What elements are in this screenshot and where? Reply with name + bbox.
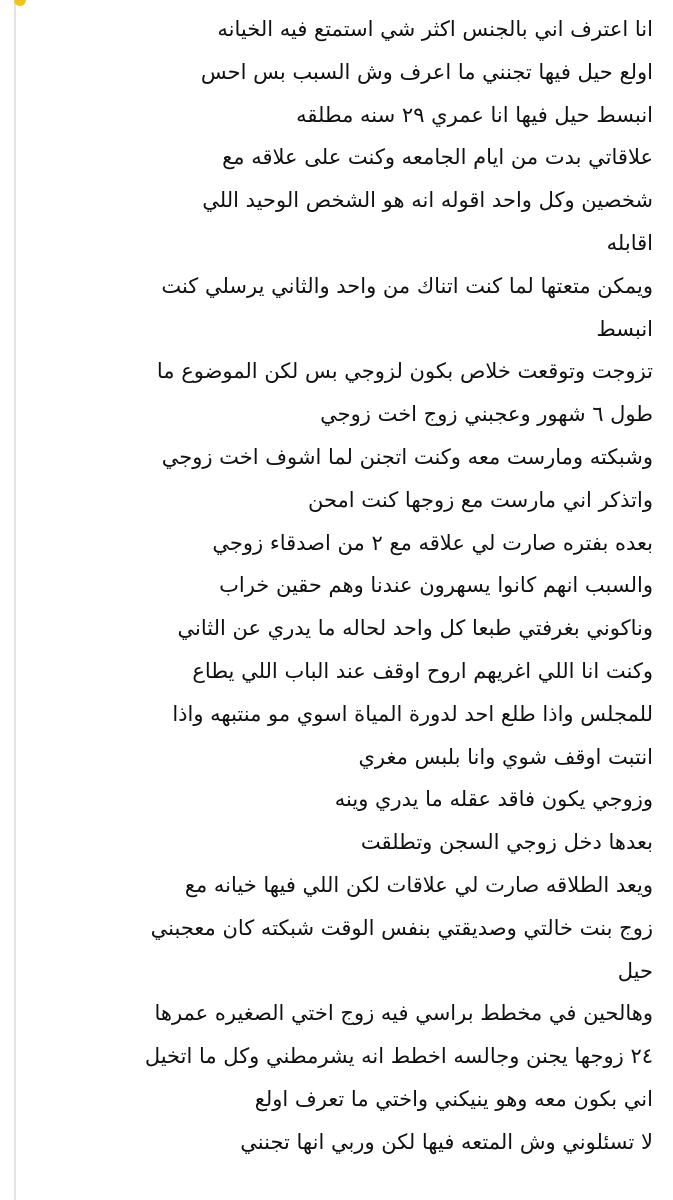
margin-rule (14, 0, 16, 1200)
note-line: اني بكون معه وهو ينيكني واختي ما تعرف اولع (254, 1086, 653, 1111)
note-line: ويمكن متعتها لما كنت اتناك من واحد والثاني يرسلي كنت (161, 273, 653, 298)
note-line: حيل (617, 958, 653, 983)
note-line: اقابله (606, 230, 653, 255)
note-line: وهالحين في مخطط براسي فيه زوج اختي الصغيره عمرها (154, 1001, 653, 1026)
note-body[interactable] (26, 8, 653, 1164)
note-line: علاقاتي بدت من ايام الجامعه وكنت على علاقه مع (222, 145, 653, 170)
note-line: للمجلس واذا طلع احد لدورة المياة اسوي مو منتبهه واذا (172, 701, 653, 726)
note-line: زوج بنت خالتي وصديقتي بنفس الوقت شبكته كان معجبني (150, 915, 653, 940)
note-line: انبسط حيل فيها انا عمري ٢٩ سنه مطلقه (296, 102, 653, 127)
note-line: انا اعترف اني بالجنس اكثر شي استمتع فيه الخيانه (217, 17, 653, 41)
note-line: انبسط (596, 316, 653, 341)
note-line: بعده بفتره صارت لي علاقه مع ٢ من اصدقاء زوجي (212, 530, 653, 555)
note-line: وشبكته ومارست معه وكنت اتجنن لما اشوف اخت زوجي (161, 444, 653, 469)
note-line: طول ٦ شهور وعجبني زوج اخت زوجي (320, 402, 653, 427)
note-line: لا تسئلوني وش المتعه فيها لكن وربي انها تجنني (240, 1129, 653, 1154)
note-line: تزوجت وتوقعت خلاص بكون لزوجي بس لكن الموضوع ما (156, 359, 653, 384)
note-line: شخصين وكل واحد اقوله انه هو الشخص الوحيد اللي (202, 188, 653, 213)
note-line: بعدها دخل زوجي السجن وتطلقت (360, 830, 653, 855)
note-line: اولع حيل فيها تجنني ما اعرف وش السبب بس احس (200, 59, 653, 84)
note-line: وزوجي يكون فاقد عقله ما يدري وينه (334, 787, 653, 812)
note-line: والسبب انهم كانوا يسهرون عندنا وهم حقين خراب (219, 573, 653, 598)
note-line: وناكوني بغرفتي طبعا كل واحد لحاله ما يدري عن الثاني (177, 616, 653, 641)
note-line: ويعد الطلاقه صارت لي علاقات لكن اللي فيها خيانه مع (184, 872, 653, 897)
note-line: ٢٤ زوجها يجنن وجالسه اخطط انه يشرمطني وكل ما اتخيل (144, 1044, 653, 1069)
note-line: وكنت انا اللي اغريهم اروح اوقف عند الباب اللي يطاع (192, 658, 653, 683)
note-line: انتبت اوقف شوي وانا بلبس مغري (358, 744, 653, 769)
note-line: واتذكر اني مارست مع زوجها كنت امحن (307, 487, 653, 512)
